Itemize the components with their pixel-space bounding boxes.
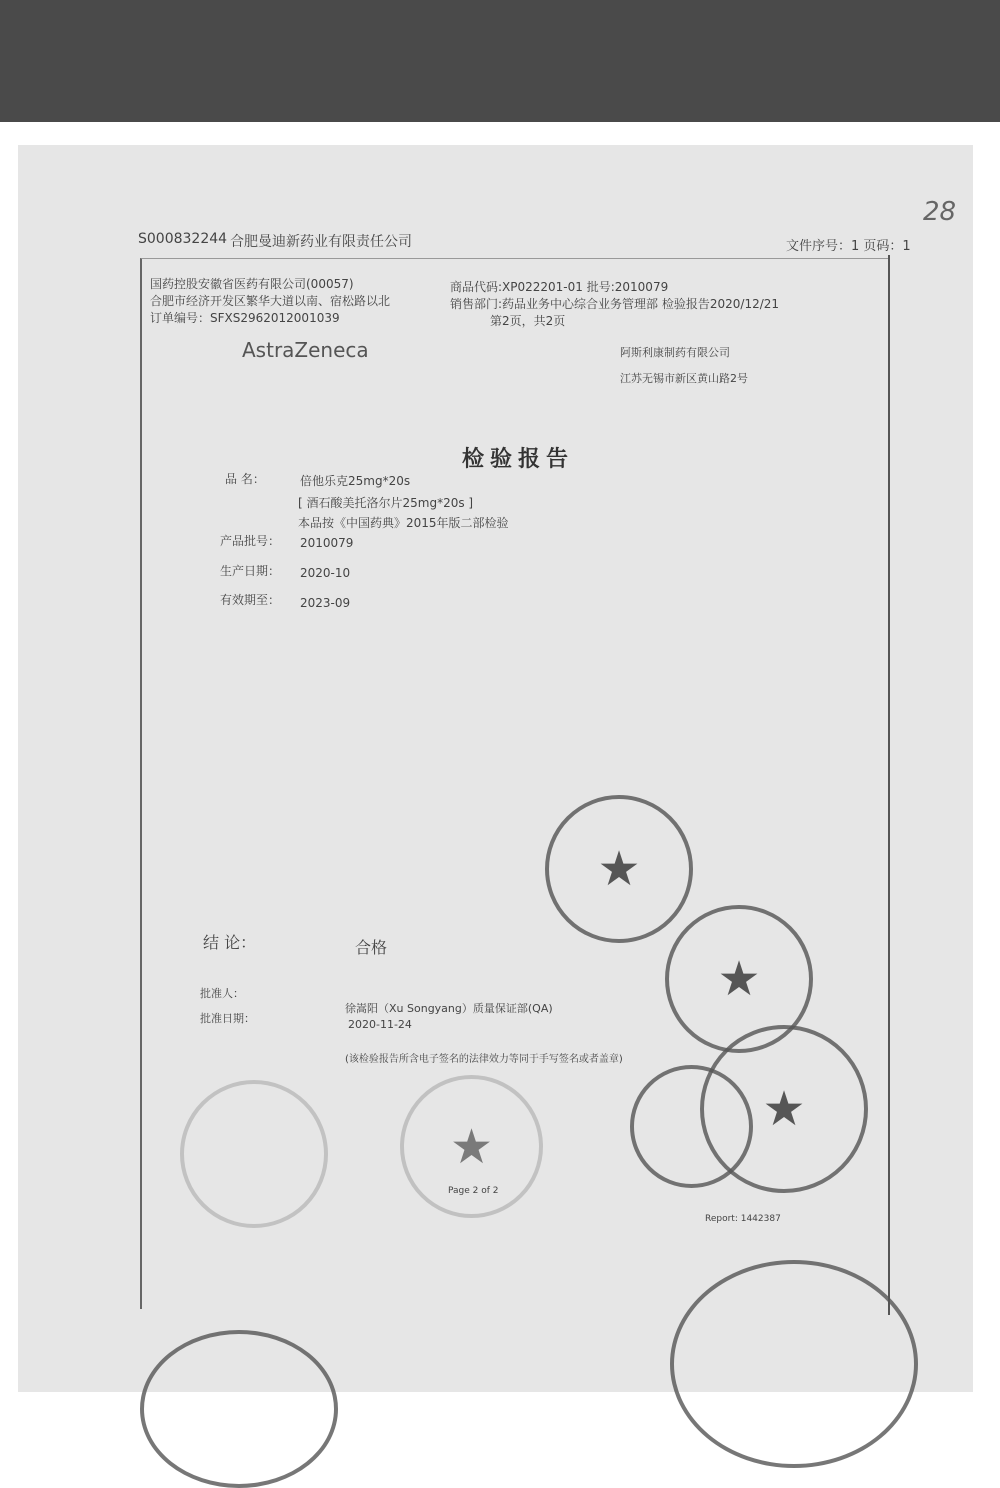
approval-date-label: 批准日期： xyxy=(200,1012,255,1025)
astrazeneca-logo: AstraZeneca xyxy=(242,338,369,362)
sales-seal-stamp xyxy=(545,795,693,943)
buyer-address: 合肥市经济开发区繁华大道以南、宿松路以北 xyxy=(150,294,391,308)
approver-label: 批准人： xyxy=(200,987,244,1000)
right-border xyxy=(888,255,890,1315)
product-label: 品 名： xyxy=(225,472,265,486)
manufacturer-name: 阿斯利康制药有限公司 xyxy=(620,346,730,359)
faint-seal-stamp xyxy=(400,1075,543,1218)
report-title: 检验报告 xyxy=(462,447,575,472)
az-qa-stamp xyxy=(630,1065,753,1188)
county-pharma-stamp xyxy=(670,1260,918,1468)
order-number: 订单编号：SFXS2962012001039 xyxy=(150,311,340,325)
faint-round-stamp xyxy=(180,1080,328,1228)
footer-page: Page 2 of 2 xyxy=(448,1186,499,1196)
approval-date-value: 2020-11-24 xyxy=(348,1018,412,1031)
buyer: 国药控股安徽省医药有限公司(00057) xyxy=(150,277,354,291)
company-seal-stamp-bottom xyxy=(140,1330,338,1488)
batch-value: 2010079 xyxy=(300,536,354,550)
product-generic-name: [ 酒石酸美托洛尔片25mg*20s ] xyxy=(298,496,474,510)
page-count: 第2页，共2页 xyxy=(490,314,566,328)
exp-date-label: 有效期至： xyxy=(220,593,281,607)
star-icon: ★ xyxy=(449,1118,494,1175)
product-standard: 本品按《中国药典》2015年版二部检验 xyxy=(298,516,509,530)
batch-label: 产品批号： xyxy=(220,534,281,548)
footer-report-no: Report: 1442387 xyxy=(705,1214,781,1224)
approver-value: 徐嵩阳（Xu Songyang）质量保证部(QA) xyxy=(345,1002,553,1015)
scan-top-band xyxy=(0,0,1000,122)
mfg-date-label: 生产日期： xyxy=(220,564,281,578)
exp-date-value: 2023-09 xyxy=(300,596,351,610)
manufacturer-address: 江苏无锡市新区黄山路2号 xyxy=(620,372,748,385)
conclusion-label: 结 论： xyxy=(203,933,257,952)
mfg-date-value: 2020-10 xyxy=(300,566,351,580)
header-doc-code: S000832244 xyxy=(138,231,228,247)
e-signature-note: (该检验报告所含电子签名的法律效力等同于手写签名或者盖章) xyxy=(345,1054,623,1065)
header-company: 合肥曼迪新药业有限责任公司 xyxy=(230,234,412,250)
header-file-info: 文件序号：1 页码：1 xyxy=(786,239,911,254)
star-icon: ★ xyxy=(597,841,641,897)
product-name: 倍他乐克25mg*20s xyxy=(300,474,411,488)
sales-dept: 销售部门:药品业务中心综合业务管理部 检验报告2020/12/21 xyxy=(450,297,780,311)
handwritten-page-number: 28 xyxy=(923,197,957,227)
star-icon: ★ xyxy=(762,1081,806,1137)
star-icon: ★ xyxy=(717,951,761,1007)
conclusion-value: 合格 xyxy=(355,938,388,957)
product-code: 商品代码:XP022201-01 批号:2010079 xyxy=(450,280,669,294)
